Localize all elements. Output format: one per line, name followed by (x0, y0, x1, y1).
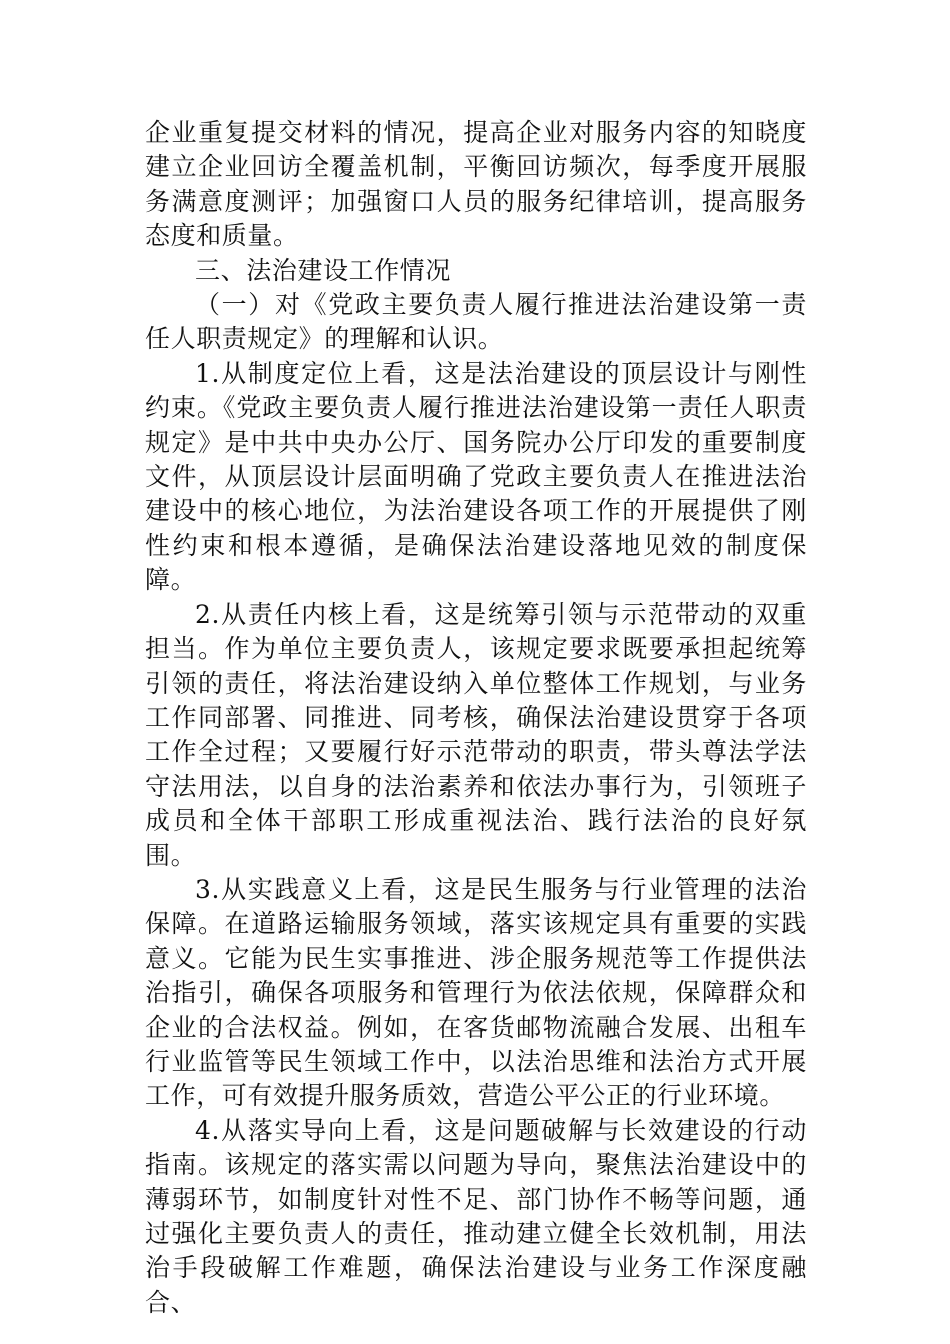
paragraph-point-2: 2.从责任内核上看，这是统筹引领与示范带动的双重担当。作为单位主要负责人，该规定要求既要承担起统筹引领的责任，将法治建设纳入单位整体工作规划，与业务工作同部署、同推进、同考核，确保法治建设贯穿于各项工作全过程；又要履行好示范带动的职责，带头尊法学法守法用法，以自身的法治素养和依法办事行为，引领班子成员和全体干部职工形成重视法治、践行法治的良好氛围。 (145, 599, 807, 870)
paragraph-1: 企业重复提交材料的情况，提高企业对服务内容的知晓度建立企业回访全覆盖机制，平衡回访频次，每季度开展服务满意度测评；加强窗口人员的服务纪律培训，提高服务态度和质量。 (145, 118, 807, 251)
document-body (145, 116, 807, 1320)
paragraph-point-1: 1.从制度定位上看，这是法治建设的顶层设计与刚性约束。《党政主要负责人履行推进法治建设第一责任人职责规定》是中共中央办公厅、国务院办公厅印发的重要制度文件，从顶层设计层面明确了党政主要负责人在推进法治建设中的核心地位，为法治建设各项工作的开展提供了刚性约束和根本遵循，是确保法治建设落地见效的制度保障。 (145, 358, 807, 595)
paragraph-point-3: 3.从实践意义上看，这是民生服务与行业管理的法治保障。在道路运输服务领域，落实该规定具有重要的实践意义。它能为民生实事推进、涉企服务规范等工作提供法治指引，确保各项服务和管理行为依法依规，保障群众和企业的合法权益。例如，在客货邮物流融合发展、出租车行业监管等民生领域工作中，以法治思维和法治方式开展工作，可有效提升服务质效，营造公平公正的行业环境。 (145, 874, 807, 1111)
section-heading-3: 三、法治建设工作情况 (195, 255, 452, 285)
paragraph-point-4: 4.从落实导向上看，这是问题破解与长效建设的行动指南。该规定的落实需以问题为导向，聚焦法治建设中的薄弱环节，如制度针对性不足、部门协作不畅等问题，通过强化主要负责人的责任，推动建立健全长效机制，用法治手段破解工作难题，确保法治建设与业务工作深度融合、 (145, 1115, 807, 1317)
subsection-heading-1: （一）对《党政主要负责人履行推进法治建设第一责任人职责规定》的理解和认识。 (145, 290, 807, 354)
